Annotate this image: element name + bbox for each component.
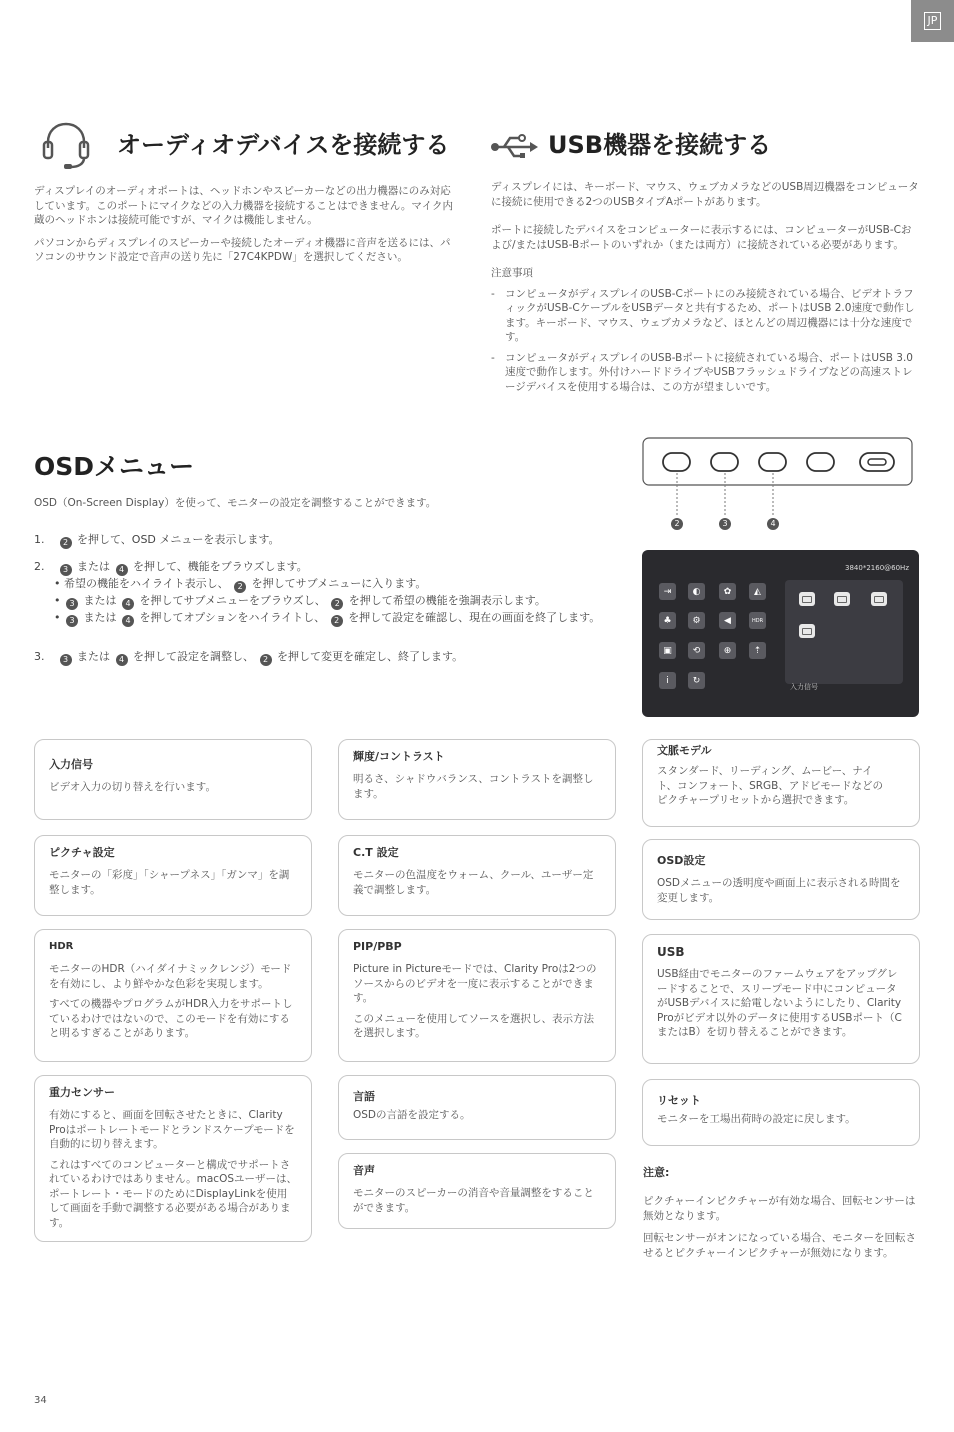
step-text: または	[77, 560, 110, 573]
card-title: 音声	[353, 1164, 375, 1177]
card-body: モニターのHDR（ハイダイナミックレンジ）モードを有効にし、より鮮やかな色彩を実現します。	[49, 963, 292, 990]
button-2-icon: 2	[60, 537, 72, 549]
osd-step-2-bullet	[34, 593, 614, 610]
card-body: これはすべてのコンピューターと構成でサポートされているわけではありません。macOSユーザーは、ポートレート・モードのためにDisplayLinkを使用して画面を手動で調整する必要がある場合があります。	[49, 1158, 297, 1229]
rotate-icon: ⟲	[688, 642, 705, 659]
hdr-icon: HDR	[749, 612, 766, 629]
button-4-label: 4	[767, 518, 779, 530]
usb-icon	[490, 134, 540, 160]
button-2-icon: 2	[234, 581, 246, 593]
step-text: 希望の機能をハイライト表示し、	[64, 577, 229, 590]
usb-section-title: USB機器を接続する	[548, 131, 772, 159]
card-body: モニターの「彩度」「シャープネス」「ガンマ」を調整します。	[49, 869, 290, 896]
card-gravity-sensor	[34, 1075, 312, 1242]
card-title: リセット	[657, 1094, 701, 1107]
contrast-icon: ◐	[688, 583, 705, 600]
language-tab-label: JP	[924, 12, 942, 30]
step-text: を押して変更を確定し、終了します。	[277, 650, 464, 663]
card-context-model	[642, 739, 920, 827]
step-number: 2.	[34, 560, 45, 573]
step-text: または	[83, 594, 117, 607]
dash-bullet: -	[491, 351, 495, 364]
palette-icon: ♣	[659, 612, 676, 629]
bullet-dot: •	[54, 611, 64, 624]
pip-icon: ▣	[659, 642, 676, 659]
step-text: または	[77, 650, 110, 663]
button-2-label: 2	[671, 518, 683, 530]
card-osd-settings	[642, 839, 920, 920]
notice-title: 注意:	[643, 1166, 670, 1179]
button-4-icon: 4	[116, 654, 128, 666]
usb-icon: ⇡	[749, 642, 766, 659]
globe-icon: ⊕	[719, 642, 736, 659]
card-reset	[642, 1079, 920, 1146]
button-3-icon: 3	[60, 654, 72, 666]
usb-paragraph: ポートに接続したデバイスをコンピューターに表示するには、コンピューターがUSB-Cおよび/またはUSB-Bポートのいずれか（または両方）に接続されている必要があります。	[491, 224, 912, 251]
card-title: PIP/PBP	[353, 940, 402, 953]
step-text: を押して、OSD メニューを表示します。	[77, 533, 280, 546]
step-number: 1.	[34, 533, 45, 546]
card-title: 言語	[353, 1090, 375, 1103]
card-title: 入力信号	[49, 758, 93, 771]
usb-c-port-icon	[799, 624, 815, 638]
card-title: 輝度/コントラスト	[353, 750, 445, 763]
card-pip-pbp	[338, 929, 616, 1062]
step-text: を押してオプションをハイライトし、	[139, 611, 326, 624]
card-title: ピクチャ設定	[49, 846, 115, 859]
button-3-icon: 3	[66, 598, 78, 610]
usb-note	[491, 287, 919, 345]
osd-section-title: OSDメニュー	[34, 452, 195, 481]
osd-step-3	[34, 649, 614, 666]
hdmi-port-icon	[834, 592, 850, 606]
usb-paragraph: ディスプレイには、キーボード、マウス、ウェブカメラなどのUSB周辺機器をコンピュータに接続に使用できる2つのUSBタイプAポートがあります。	[491, 181, 919, 208]
input-signal-panel	[785, 580, 903, 691]
card-body: 有効にすると、画面を回転させたときに、Clarity Proはポートレートモードとランドスケープモードを自動的に切り替えます。	[49, 1109, 295, 1150]
osd-screen-preview	[642, 550, 919, 717]
color-icon: ◭	[749, 583, 766, 600]
audio-paragraph: パソコンからディスプレイのスピーカーや接続したオーディオ機器に音声を送るには、パソコンのサウンド設定で音声の送り先に「27C4KPDW」を選択してください。	[34, 236, 451, 263]
audio-section-title: オーディオデバイスを接続する	[117, 131, 450, 159]
card-title: 重力センサー	[49, 1086, 115, 1099]
language-tab	[911, 0, 954, 42]
button-3-icon: 3	[60, 564, 72, 576]
button-2-icon: 2	[331, 615, 343, 627]
usb-section-body	[491, 180, 919, 400]
button-4-icon: 4	[122, 615, 134, 627]
card-body: このメニューを使用してソースを選択し、表示方法を選択します。	[353, 1012, 594, 1039]
card-body: モニターのスピーカーの消音や音量調整をすることができます。	[353, 1187, 594, 1214]
step-text: または	[83, 611, 117, 624]
bullet-dot: •	[54, 594, 64, 607]
resolution-readout: 3840*2160@60Hz	[845, 564, 909, 572]
button-3-label: 3	[719, 518, 731, 530]
card-body: モニターの色温度をウォーム、クール、ユーザー定義で調整します。	[353, 869, 594, 896]
notice-paragraph: 回転センサーがオンになっている場合、モニターを回転させるとピクチャーインピクチャーが無効になります。	[643, 1232, 916, 1259]
input-signal-label: 入力信号	[790, 683, 818, 691]
card-body: ビデオ入力の切り替えを行います。	[49, 781, 216, 793]
dash-bullet: -	[491, 287, 495, 300]
card-hdr	[34, 929, 312, 1062]
card-title: USB	[657, 945, 685, 959]
button-2-icon: 2	[331, 598, 343, 610]
step-text: を押して、機能をブラウズします。	[133, 560, 308, 573]
card-body: OSDメニューの透明度や画面上に表示される時間を変更します。	[657, 877, 901, 904]
audio-section-body	[34, 184, 454, 273]
info-icon: i	[659, 672, 676, 689]
bullet-dot: •	[54, 577, 64, 590]
audio-paragraph: ディスプレイのオーディオポートは、ヘッドホンやスピーカーなどの出力機器にのみ対応しています。このポートにマイクなどの入力機器を接続することはできません。マイク内蔵のヘッドホンは接続可能ですが、マイクは機能しません。	[34, 185, 453, 226]
step-text: を押して設定を確認し、現在の画面を終了します。	[348, 611, 601, 624]
button-2-icon: 2	[260, 654, 272, 666]
button-4-icon: 4	[116, 564, 128, 576]
step-text: を押してサブメニューをブラウズし、	[139, 594, 326, 607]
notice-section	[643, 1164, 921, 1260]
card-body: Picture in Pictureモードでは、Clarity Proは2つのソースからのビデオを一度に表示することができます。	[353, 963, 597, 1004]
usb-note-text: コンピュータがディスプレイのUSB-Bポートに接続されている場合、ポートはUSB 3.0速度で動作します。外付けハードドライブやUSBフラッシュドライブなどの高速ストレージデバイスを使用する場合は、この方が望ましいです。	[505, 351, 913, 393]
button-3-icon: 3	[66, 615, 78, 627]
osd-step-2-bullet	[34, 576, 614, 593]
card-language	[338, 1075, 616, 1140]
step-text: を押して希望の機能を強調表示します。	[348, 594, 546, 607]
step-number: 3.	[34, 650, 45, 663]
gear-icon: ⚙	[688, 612, 705, 629]
speaker-icon: ◀	[719, 612, 736, 629]
osd-steps	[34, 532, 614, 666]
card-title: HDR	[49, 941, 74, 952]
input-icon: ⇥	[659, 583, 676, 600]
card-body: OSDの言語を設定する。	[353, 1109, 471, 1121]
card-body: モニターを工場出荷時の設定に戻します。	[657, 1113, 856, 1125]
card-body: スタンダード、リーディング、ムービー、ナイト、コンフォート、SRGB、アドビモードなどのピクチャープリセットから選択できます。	[657, 765, 883, 806]
headset-icon	[40, 118, 92, 172]
step-text: を押して設定を調整し、	[133, 650, 254, 663]
card-title: OSD設定	[657, 854, 706, 867]
card-body: USB経由でモニターのファームウェアをアップグレードすることで、スリープモード中にコンピュータがUSBデバイスに給電しないようにしたり、Clarity Proがビデオ以外のデータに使用するUSBポート（CまたはB）を切り替えることができます。	[657, 968, 902, 1038]
card-picture-settings	[34, 835, 312, 916]
notice-paragraph: ピクチャーインピクチャーが有効な場合、回転センサーは無効となります。	[643, 1195, 916, 1222]
usb-notes-label: 注意事項	[491, 267, 533, 279]
hdmi-port-icon	[799, 592, 815, 606]
card-input-signal	[34, 739, 312, 820]
osd-step-2-bullet	[34, 610, 614, 627]
step-text: を押してサブメニューに入ります。	[251, 577, 427, 590]
osd-step-2	[34, 559, 614, 576]
card-color-temperature	[338, 835, 616, 916]
displayport-icon	[871, 592, 887, 606]
reset-icon: ↻	[688, 672, 705, 689]
card-body: すべての機器やプログラムがHDR入力をサポートしているわけではないので、このモードを有効にすると明るすぎることがあります。	[49, 998, 293, 1039]
card-title: 文脈モデル	[657, 744, 712, 757]
page-number: 34	[34, 1395, 47, 1406]
card-body: 明るさ、シャドウバランス、コントラストを調整します。	[353, 773, 594, 800]
usb-note-text: コンピュータがディスプレイのUSB-Cポートにのみ接続されている場合、ビデオトラフィックがUSB-CケーブルをUSBデータと共有するため、ポートはUSB 2.0速度で動作します。キーボード、マウス、ウェブカメラなど、ほとんどの周辺機器には十分な速度です。	[505, 287, 915, 343]
card-title: C.T 設定	[353, 846, 399, 859]
card-usb	[642, 934, 920, 1064]
button-4-icon: 4	[122, 598, 134, 610]
usb-note	[491, 351, 919, 395]
flower-icon: ✿	[719, 583, 736, 600]
card-sound	[338, 1153, 616, 1229]
card-brightness-contrast	[338, 739, 616, 820]
osd-intro: OSD（On-Screen Display）を使って、モニターの設定を調整することができます。	[34, 497, 437, 509]
osd-step-1	[34, 532, 614, 549]
